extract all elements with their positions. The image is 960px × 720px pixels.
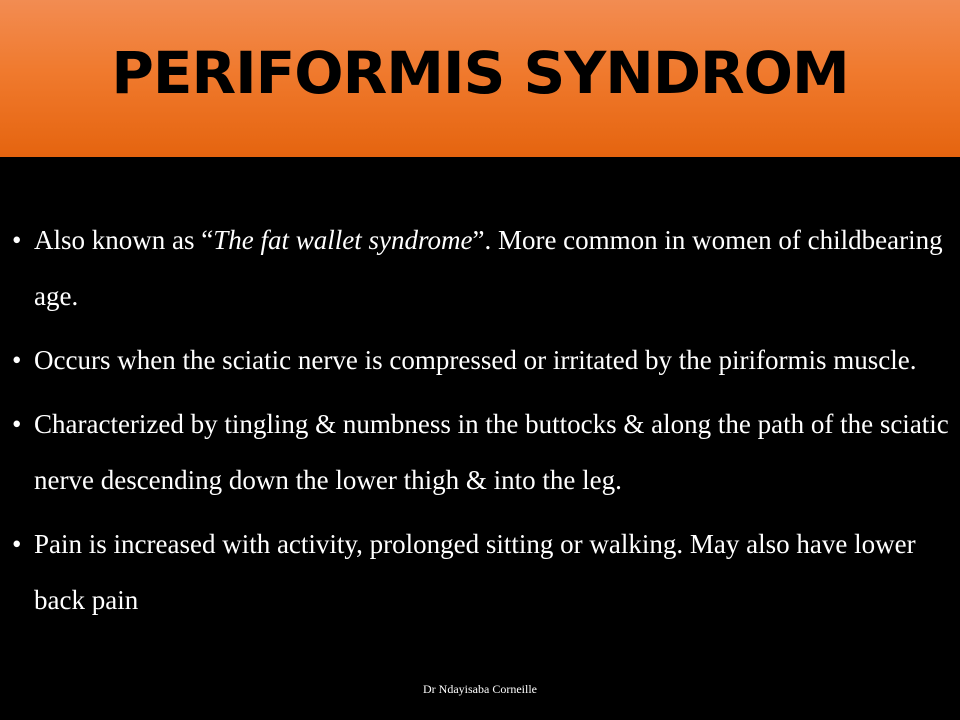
bullet-text-part: Occurs when the sciatic nerve is compressed or irritated by the piriformis muscle.	[34, 345, 917, 375]
bullet-text-part: ”. More common in women of childbearing age.	[34, 225, 943, 311]
bullet-text-part: Also known as “	[34, 225, 214, 255]
bullet-marker: •	[12, 225, 22, 255]
bullet-marker: •	[12, 409, 22, 439]
bullet-item	[12, 396, 954, 508]
bullet-marker: •	[12, 529, 22, 559]
slide-title: PERIFORMIS SYNDROM	[111, 39, 849, 107]
bullet-item	[12, 332, 954, 388]
footer-author: Dr Ndayisaba Corneille	[423, 682, 537, 696]
bullet-item	[12, 212, 954, 324]
bullet-marker: •	[12, 345, 22, 375]
bullet-list	[12, 212, 954, 636]
bullet-text-italic: The fat wallet syndrome	[213, 225, 473, 255]
bullet-text-part: Characterized by tingling & numbness in the buttocks & along the path of the sciatic nerve descending down the lower thigh & into the leg.	[34, 409, 949, 495]
bullet-item	[12, 516, 954, 628]
bullet-text-part: Pain is increased with activity, prolonged sitting or walking. May also have lower back pain	[34, 529, 916, 615]
